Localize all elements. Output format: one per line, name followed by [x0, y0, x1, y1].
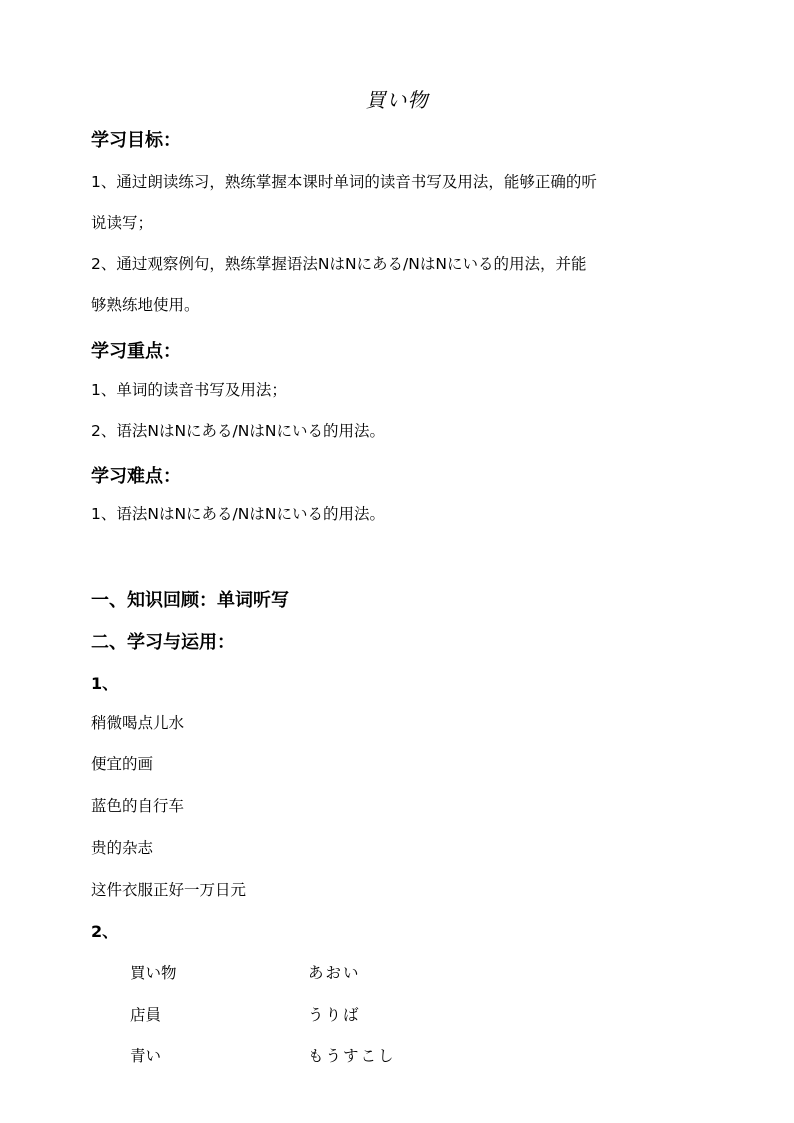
focus-item2: 2、语法NはNにある/NはNにいる的用法。 [91, 422, 385, 440]
list-item: 这件衣服正好一万日元 [91, 881, 247, 899]
section1-heading: 一、知识回顾：单词听写 [91, 590, 289, 611]
vocab-word-left: 買い物 [130, 964, 177, 982]
vocab-reading-right: もうすこし [308, 1047, 396, 1065]
goals-item2-line2: 够熟练地使用。 [91, 296, 200, 314]
section2-heading: 二、学习与运用： [91, 632, 235, 653]
vocab-reading-right: うりば [308, 1006, 361, 1024]
goals-item1-line1: 1、通过朗读练习，熟练掌握本课时单词的读音书写及用法，能够正确的听 [91, 173, 597, 191]
list-item: 便宜的画 [91, 755, 154, 773]
part1-label: 1、 [91, 674, 119, 693]
list-item: 贵的杂志 [91, 839, 154, 857]
vocab-reading-right: あおい [308, 964, 361, 982]
goals-item1-line2: 说读写； [91, 214, 154, 232]
difficulty-heading: 学习难点： [91, 466, 181, 487]
focus-item1: 1、单词的读音书写及用法； [91, 381, 287, 399]
vocab-word-left: 店員 [130, 1006, 162, 1024]
focus-heading: 学习重点： [91, 341, 181, 362]
goals-heading: 学习目标： [91, 130, 181, 151]
part2-label: 2、 [91, 922, 119, 941]
document-title: 買い物 [365, 88, 429, 112]
list-item: 蓝色的自行车 [91, 797, 185, 815]
list-item: 稍微喝点儿水 [91, 714, 185, 732]
goals-item2-line1: 2、通过观察例句，熟练掌握语法NはNにある/NはNにいる的用法，并能 [91, 255, 587, 273]
difficulty-item1: 1、语法NはNにある/NはNにいる的用法。 [91, 505, 385, 523]
vocab-word-left: 青い [130, 1047, 162, 1065]
